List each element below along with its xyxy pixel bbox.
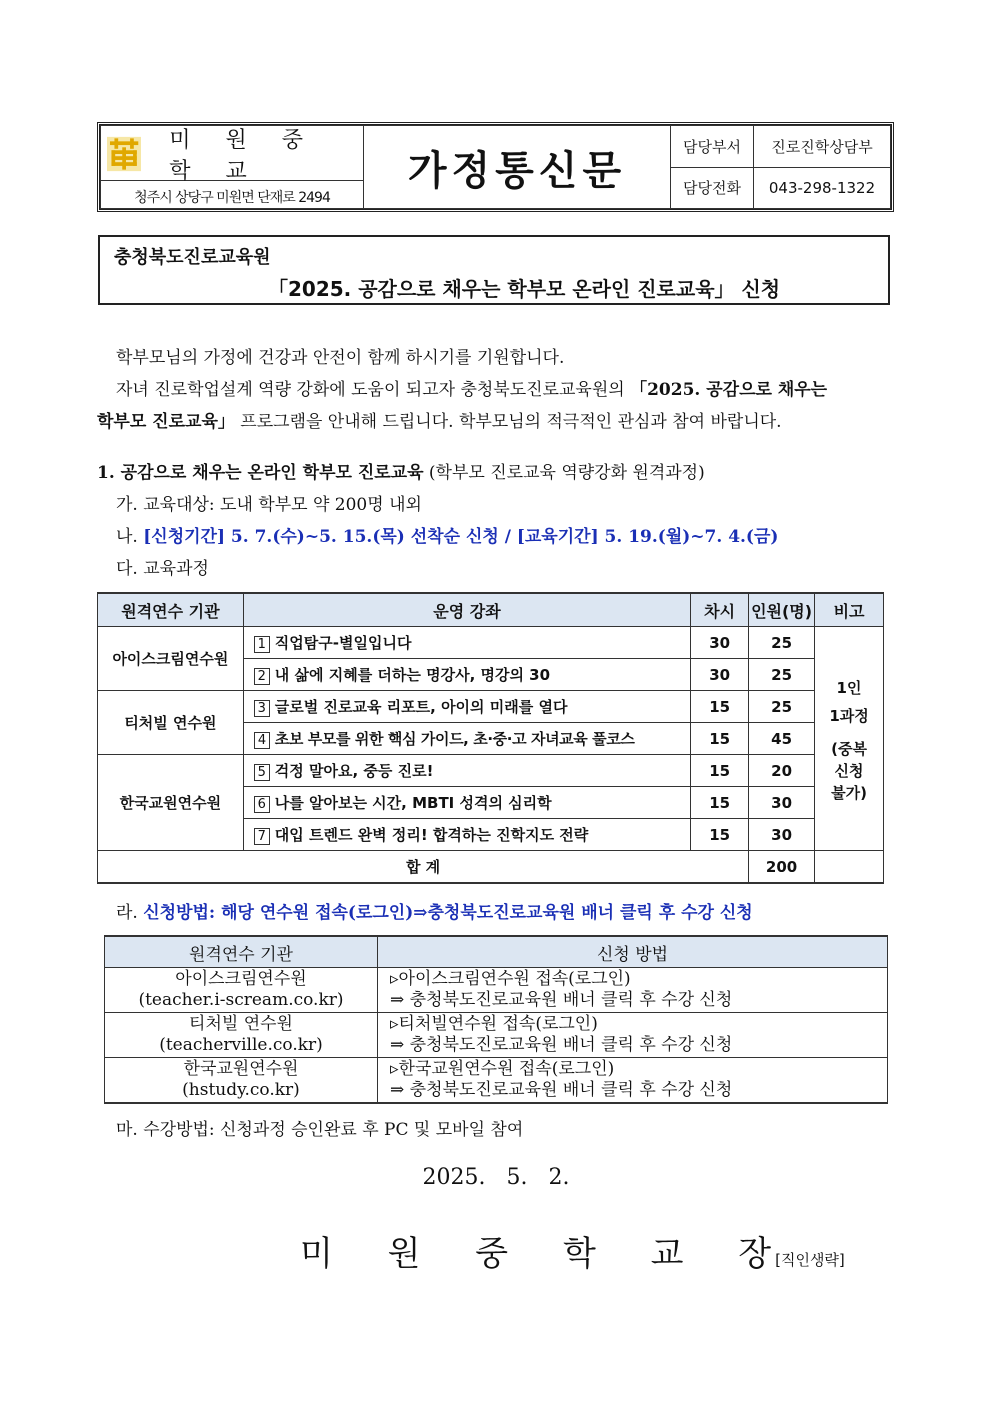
dept-value: 진로진학상담부 xyxy=(754,126,891,168)
total-label: 합 계 xyxy=(98,851,749,884)
issue-date: 2025. 5. 2. xyxy=(422,1165,570,1190)
application-method: 신청방법: 해당 연수원 접속(로그인)⇒충청북도진로교육원 배너 클릭 후 수강 신청 xyxy=(143,903,753,923)
course-table-header: 원격연수 기관 운영 강좌 차시 인원(명) 비고 xyxy=(98,593,884,627)
institution-cell: 아이스크림연수원 xyxy=(98,627,244,691)
application-period: [신청기간] 5. 7.(수)~5. 15.(목) 선착순 신청 / [교육기간] 5. 19.(월)~7. 4.(금) xyxy=(143,527,779,547)
document-title: 가정통신문 xyxy=(364,126,671,209)
intro-line-3: 학부모 진로교육」 프로그램을 안내해 드립니다. 학부모님의 적극적인 관심과 참여 바랍니다. xyxy=(97,412,782,432)
phone-label: 담당전화 xyxy=(671,167,754,209)
seal-note: [직인생략] xyxy=(775,1251,845,1269)
table-row: 티처빌 연수원 (teacherville.co.kr) ▹티처빌연수원 접속(로그인) ⇒ 충청북도진로교육원 배너 클릭 후 수강 신청 xyxy=(105,1013,888,1058)
item-period: 나. [신청기간] 5. 7.(수)~5. 15.(목) 선착순 신청 / [교육기간] 5. 19.(월)~7. 4.(금) xyxy=(116,527,779,547)
notice-title: 「2025. 공감으로 채우는 학부모 온라인 진로교육」 신청 xyxy=(268,277,781,301)
principal-title: 미 원 중 학 교 장 xyxy=(300,1234,794,1274)
institution-cell: 티처빌 연수원 xyxy=(98,691,244,755)
total-value: 200 xyxy=(749,851,815,884)
school-cell xyxy=(101,126,364,209)
institution-cell: 한국교원연수원 xyxy=(98,755,244,851)
method-table xyxy=(104,935,888,1104)
table-row: 한국교원연수원 5 걱정 말아요, 중등 진로! 15 20 xyxy=(98,755,884,787)
signature-line xyxy=(300,1226,845,1275)
intro-line-1: 학부모님의 가정에 건강과 안전이 함께 하시기를 기원합니다. xyxy=(116,348,565,368)
table-row: 티처빌 연수원 3 글로벌 진로교육 리포트, 아이의 미래를 열다 15 25 xyxy=(98,691,884,723)
notice-title-box xyxy=(98,235,890,305)
school-name: 미 원 중 학 교 xyxy=(169,127,317,184)
phone-value: 043-298-1322 xyxy=(754,167,891,209)
table-row: 아이스크림연수원 1 직업탐구-별일입니다 30 25 1인 1과정 (중복 신청 불가) xyxy=(98,627,884,659)
school-address: 청주시 상당구 미원면 단재로 2494 xyxy=(134,189,330,206)
dept-label: 담당부서 xyxy=(671,126,754,168)
table-row: 4 초보 부모를 위한 핵심 가이드, 초·중·고 자녀교육 풀코스 15 45 xyxy=(98,723,884,755)
intro-line-2: 자녀 진로학업설계 역량 강화에 도움이 되고자 충청북도진로교육원의 「2025. 공감으로 채우는 xyxy=(116,380,828,400)
table-row: 한국교원연수원 (hstudy.co.kr) ▹한국교원연수원 접속(로그인) ⇒ 충청북도진로교육원 배너 클릭 후 수강 신청 xyxy=(105,1058,888,1104)
school-logo-icon xyxy=(107,131,141,177)
organization-name: 충청북도진로교육원 xyxy=(114,247,271,268)
total-row xyxy=(98,851,884,884)
table-row: 6 나를 알아보는 시간, MBTI 성격의 심리학 15 30 xyxy=(98,787,884,819)
program-name: 「2025. 공감으로 채우는 xyxy=(630,380,828,400)
section-1-heading: 1. 공감으로 채우는 온라인 학부모 진로교육 (학부모 진로교육 역량강화 원격과정) xyxy=(97,463,705,483)
item-target: 가. 교육대상: 도내 학부모 약 200명 내외 xyxy=(116,495,422,515)
method-table-header: 원격연수 기관 신청 방법 xyxy=(105,936,888,968)
program-name-end: 학부모 진로교육」 xyxy=(97,412,235,432)
course-table xyxy=(97,592,884,884)
item-application-method: 라. 신청방법: 해당 연수원 접속(로그인)⇒충청북도진로교육원 배너 클릭 후 수강 신청 xyxy=(116,903,753,923)
note-cell: 1인 1과정 (중복 신청 불가) xyxy=(815,627,884,851)
letter-header xyxy=(97,122,894,212)
table-row: 7 대입 트렌드 완벽 정리! 합격하는 진학지도 전략 15 30 xyxy=(98,819,884,851)
item-attendance: 마. 수강방법: 신청과정 승인완료 후 PC 및 모바일 참여 xyxy=(116,1120,524,1140)
item-curriculum: 다. 교육과정 xyxy=(116,559,209,579)
table-row: 아이스크림연수원 (teacher.i-scream.co.kr) ▹아이스크림연수원 접속(로그인) ⇒ 충청북도진로교육원 배너 클릭 후 수강 신청 xyxy=(105,968,888,1013)
table-row: 2 내 삶에 지혜를 더하는 명강사, 명강의 30 30 25 xyxy=(98,659,884,691)
